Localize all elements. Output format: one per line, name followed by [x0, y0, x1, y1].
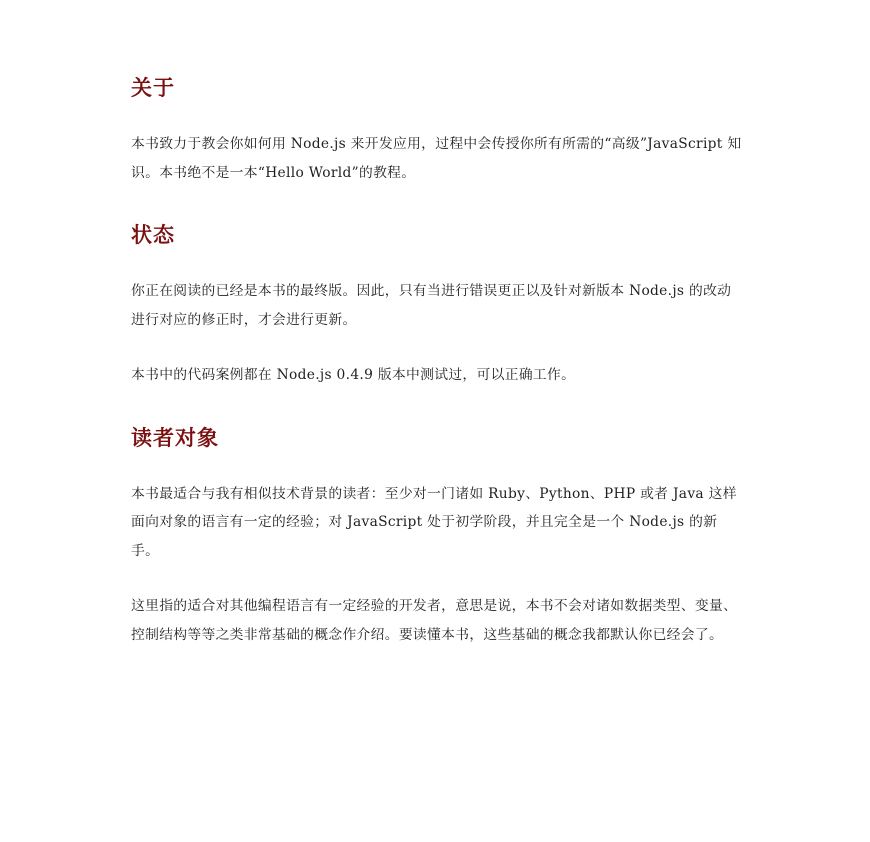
section-audience	[131, 422, 743, 650]
document-content	[131, 72, 743, 649]
section-about	[131, 72, 743, 187]
paragraph-audience-basics: 这里指的适合对其他编程语言有一定经验的开发者，意思是说，本书不会对诸如数据类型、变量、控制结构等等之类非常基础的概念作介绍。要读懂本书，这些基础的概念我都默认你已经会了。	[131, 598, 738, 643]
section-heading-status: 状态	[131, 222, 175, 247]
paragraph-about-intro: 本书致力于教会你如何用 Node.js 来开发应用，过程中会传授你所有所需的“高级”JavaScript 知识。本书绝不是一本“Hello World”的教程。	[131, 136, 742, 181]
paragraph-status-tested: 本书中的代码案例都在 Node.js 0.4.9 版本中测试过，可以正确工作。	[131, 367, 576, 383]
section-heading-audience: 读者对象	[131, 424, 219, 450]
paragraph-status-final: 你正在阅读的已经是本书的最终版。因此，只有当进行错误更正以及针对新版本 Node.js 的改动进行对应的修正时，才会进行更新。	[131, 283, 732, 328]
paragraph-audience-background: 本书最适合与我有相似技术背景的读者：至少对一门诸如 Ruby、Python、PHP 或者 Java 这样面向对象的语言有一定的经验；对 JavaScript 处于初学阶段，并且完全是一个 Node.js 的新手。	[131, 485, 737, 559]
section-heading-about: 关于	[131, 75, 175, 100]
section-status	[131, 219, 743, 390]
